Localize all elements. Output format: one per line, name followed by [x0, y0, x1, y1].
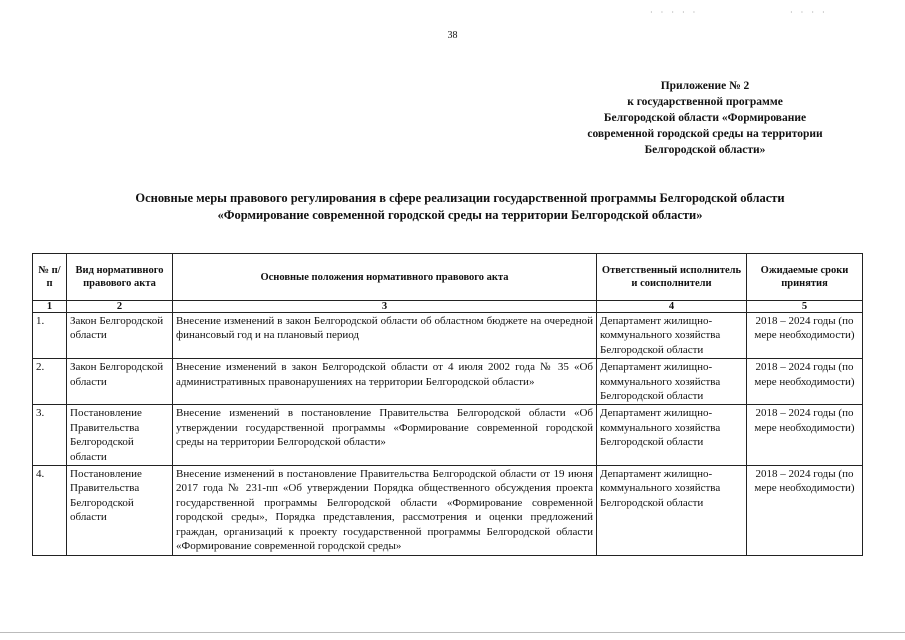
- annex-line: Белгородской области «Формирование: [603, 112, 807, 124]
- table-row: [33, 359, 863, 405]
- table-row: [33, 313, 863, 359]
- row-term: 2018 – 2024 годы (по мере необходимости): [747, 313, 863, 359]
- annex-line: современной городской среды на территории: [587, 128, 823, 140]
- row-num: 1.: [33, 313, 67, 359]
- row-term: 2018 – 2024 годы (по мере необходимости): [747, 359, 863, 405]
- measures-table: [32, 253, 863, 556]
- row-act-type: Закон Белгородской области: [67, 359, 173, 405]
- row-num: 2.: [33, 359, 67, 405]
- row-num: 4.: [33, 466, 67, 555]
- row-act-type: Закон Белгородской области: [67, 313, 173, 359]
- annex-line: к государственной программе: [627, 96, 783, 108]
- row-executor: Департамент жилищно-коммунального хозяйства Белгородской области: [597, 466, 747, 555]
- column-number: 1: [33, 301, 67, 313]
- header-provisions: Основные положения нормативного правового акта: [173, 254, 597, 301]
- scan-edge-line: [0, 632, 905, 633]
- table-row: [33, 466, 863, 555]
- header-num: № п/п: [33, 254, 67, 301]
- title-line: Основные меры правового регулирования в сфере реализации государственной программы Белгородской области: [135, 191, 785, 205]
- scan-noise: · · · ·: [790, 8, 828, 17]
- row-executor: Департамент жилищно-коммунального хозяйства Белгородской области: [597, 313, 747, 359]
- row-executor: Департамент жилищно-коммунального хозяйства Белгородской области: [597, 405, 747, 466]
- annex-line: Белгородской области»: [644, 144, 766, 156]
- row-term: 2018 – 2024 годы (по мере необходимости): [747, 466, 863, 555]
- annex-block: [550, 78, 860, 158]
- row-executor: Департамент жилищно-коммунального хозяйства Белгородской области: [597, 359, 747, 405]
- row-provisions: Внесение изменений в постановление Правительства Белгородской области от 19 июня 2017 года № 231-пп «Об утверждении Порядка общественного обсуждения проекта государственной программы Белгородской области «Формирование современной городской среды», Порядка представления, рассмотрения и оценки предложений граждан, организаций к проекту государственной программы Белгородской области «Формирование современной городской среды»: [173, 466, 597, 555]
- title-line: «Формирование современной городской среды на территории Белгородской области»: [217, 208, 703, 222]
- row-num: 3.: [33, 405, 67, 466]
- header-executor: Ответственный исполнитель и соисполнители: [597, 254, 747, 301]
- column-number-row: [33, 301, 863, 313]
- table-row: [33, 405, 863, 466]
- annex-line: Приложение № 2: [660, 80, 750, 92]
- row-provisions: Внесение изменений в постановление Правительства Белгородской области «Об утверждении государственной программы «Формирование современной городской среды на территории Белгородской области»: [173, 405, 597, 466]
- column-number: 3: [173, 301, 597, 313]
- scan-noise: · · · · ·: [650, 8, 699, 17]
- table-header-row: [33, 254, 863, 301]
- column-number: 5: [747, 301, 863, 313]
- row-act-type: Постановление Правительства Белгородской области: [67, 405, 173, 466]
- column-number: 4: [597, 301, 747, 313]
- row-act-type: Постановление Правительства Белгородской области: [67, 466, 173, 555]
- document-title: [40, 190, 880, 224]
- column-number: 2: [67, 301, 173, 313]
- row-provisions: Внесение изменений в закон Белгородской области об областном бюджете на очередной финансовый год и на плановый период: [173, 313, 597, 359]
- header-term: Ожидаемые сроки принятия: [747, 254, 863, 301]
- page-number: 38: [447, 30, 458, 41]
- row-provisions: Внесение изменений в закон Белгородской области от 4 июля 2002 года № 35 «Об административных правонарушениях на территории Белгородской области»: [173, 359, 597, 405]
- row-term: 2018 – 2024 годы (по мере необходимости): [747, 405, 863, 466]
- header-act-type: Вид нормативного правового акта: [67, 254, 173, 301]
